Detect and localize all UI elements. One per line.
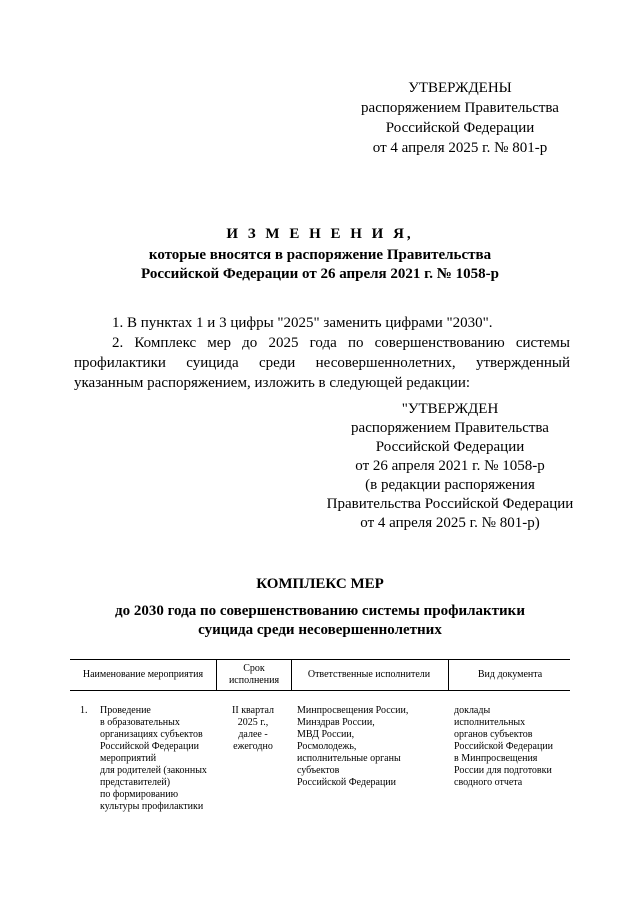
cell-line: 2025 г., (237, 717, 269, 728)
cell-line: в Минпросвещения (454, 753, 538, 764)
cell-line: для родителей (законных (100, 765, 207, 776)
approval-stamp-2 (300, 400, 600, 533)
cell-line: доклады (454, 705, 491, 716)
cell-line: России для подготовки (454, 765, 552, 776)
approval-line: Правительства Российской Федерации (326, 496, 574, 512)
row-measure-name (100, 705, 216, 813)
cell-line: ежегодно (233, 741, 273, 752)
approval-line: УТВЕРЖДЕНЫ (408, 80, 512, 96)
changes-title: И З М Е Н Е Н И Я, (226, 226, 414, 242)
header-term-line: Срок (243, 663, 265, 674)
cell-line: II квартал (232, 705, 274, 716)
row-term (216, 705, 290, 753)
table-row (70, 691, 570, 821)
cell-line: сводного отчета (454, 777, 523, 788)
row-number: 1. (80, 705, 88, 716)
cell-line: Минздрав России, (297, 717, 375, 728)
cell-line: Российской Федерации (454, 741, 554, 752)
complex-subtitle-line: до 2030 года по совершенствованию системы профилактики (115, 603, 525, 619)
cell-line: организациях субъектов (100, 729, 203, 740)
cell-line: по формированию (100, 789, 179, 800)
measures-table (70, 659, 570, 821)
approval-stamp (340, 78, 580, 158)
cell-line: Проведение (100, 705, 151, 716)
paragraph-2: 2. Комплекс мер до 2025 года по совершенствованию системы профилактики суицида среди несовершеннолетних, утвержденный указанным распоряжением, изложить в следующей редакции: (74, 335, 570, 391)
cell-line: исполнительных (454, 717, 526, 728)
cell-line: исполнительные органы (297, 753, 401, 764)
cell-line: субъектов (297, 765, 340, 776)
changes-subtitle-line: которые вносятся в распоряжение Правительства (148, 247, 492, 263)
header-term (216, 660, 292, 690)
header-term-line: исполнения (228, 675, 280, 686)
approval-line: распоряжением Правительства (361, 100, 559, 116)
cell-line: Минпросвещения России, (297, 705, 409, 716)
changes-subtitle (60, 246, 580, 284)
header-name: Наименование мероприятия (82, 669, 204, 680)
approval-line: от 4 апреля 2025 г. № 801-р (372, 140, 548, 156)
cell-line: далее - (238, 729, 268, 740)
approval-line: Российской Федерации (375, 439, 525, 455)
cell-line: Росмолодежь, (297, 741, 357, 752)
approval-line: (в редакции распоряжения (365, 477, 535, 493)
paragraph-1: 1. В пунктах 1 и 3 цифры "2025" заменить цифрами "2030". (112, 315, 493, 331)
cell-line: мероприятий (100, 753, 157, 764)
cell-line: органов субъектов (454, 729, 533, 740)
header-responsible: Ответственные исполнители (307, 669, 431, 680)
approval-line: от 4 апреля 2025 г. № 801-р) (360, 515, 540, 531)
header-document: Вид документа (448, 660, 571, 690)
complex-subtitle-line: суицида среди несовершеннолетних (198, 622, 442, 638)
cell-line: культуры профилактики (100, 801, 204, 812)
complex-title: КОМПЛЕКС МЕР (256, 576, 384, 592)
approval-line: Российской Федерации (385, 120, 535, 136)
approval-line: распоряжением Правительства (351, 420, 549, 436)
cell-line: Российской Федерации (297, 777, 397, 788)
table-header (70, 659, 570, 691)
cell-line: Российской Федерации (100, 741, 200, 752)
complex-subtitle (60, 602, 580, 640)
approval-line: "УТВЕРЖДЕН (401, 401, 499, 417)
cell-line: МВД России, (297, 729, 355, 740)
cell-line: представителей) (100, 777, 171, 788)
row-document (454, 705, 570, 789)
cell-line: в образовательных (100, 717, 180, 728)
approval-line: от 26 апреля 2021 г. № 1058-р (355, 458, 545, 474)
changes-subtitle-line: Российской Федерации от 26 апреля 2021 г. № 1058-р (141, 266, 499, 282)
row-responsible (297, 705, 447, 789)
